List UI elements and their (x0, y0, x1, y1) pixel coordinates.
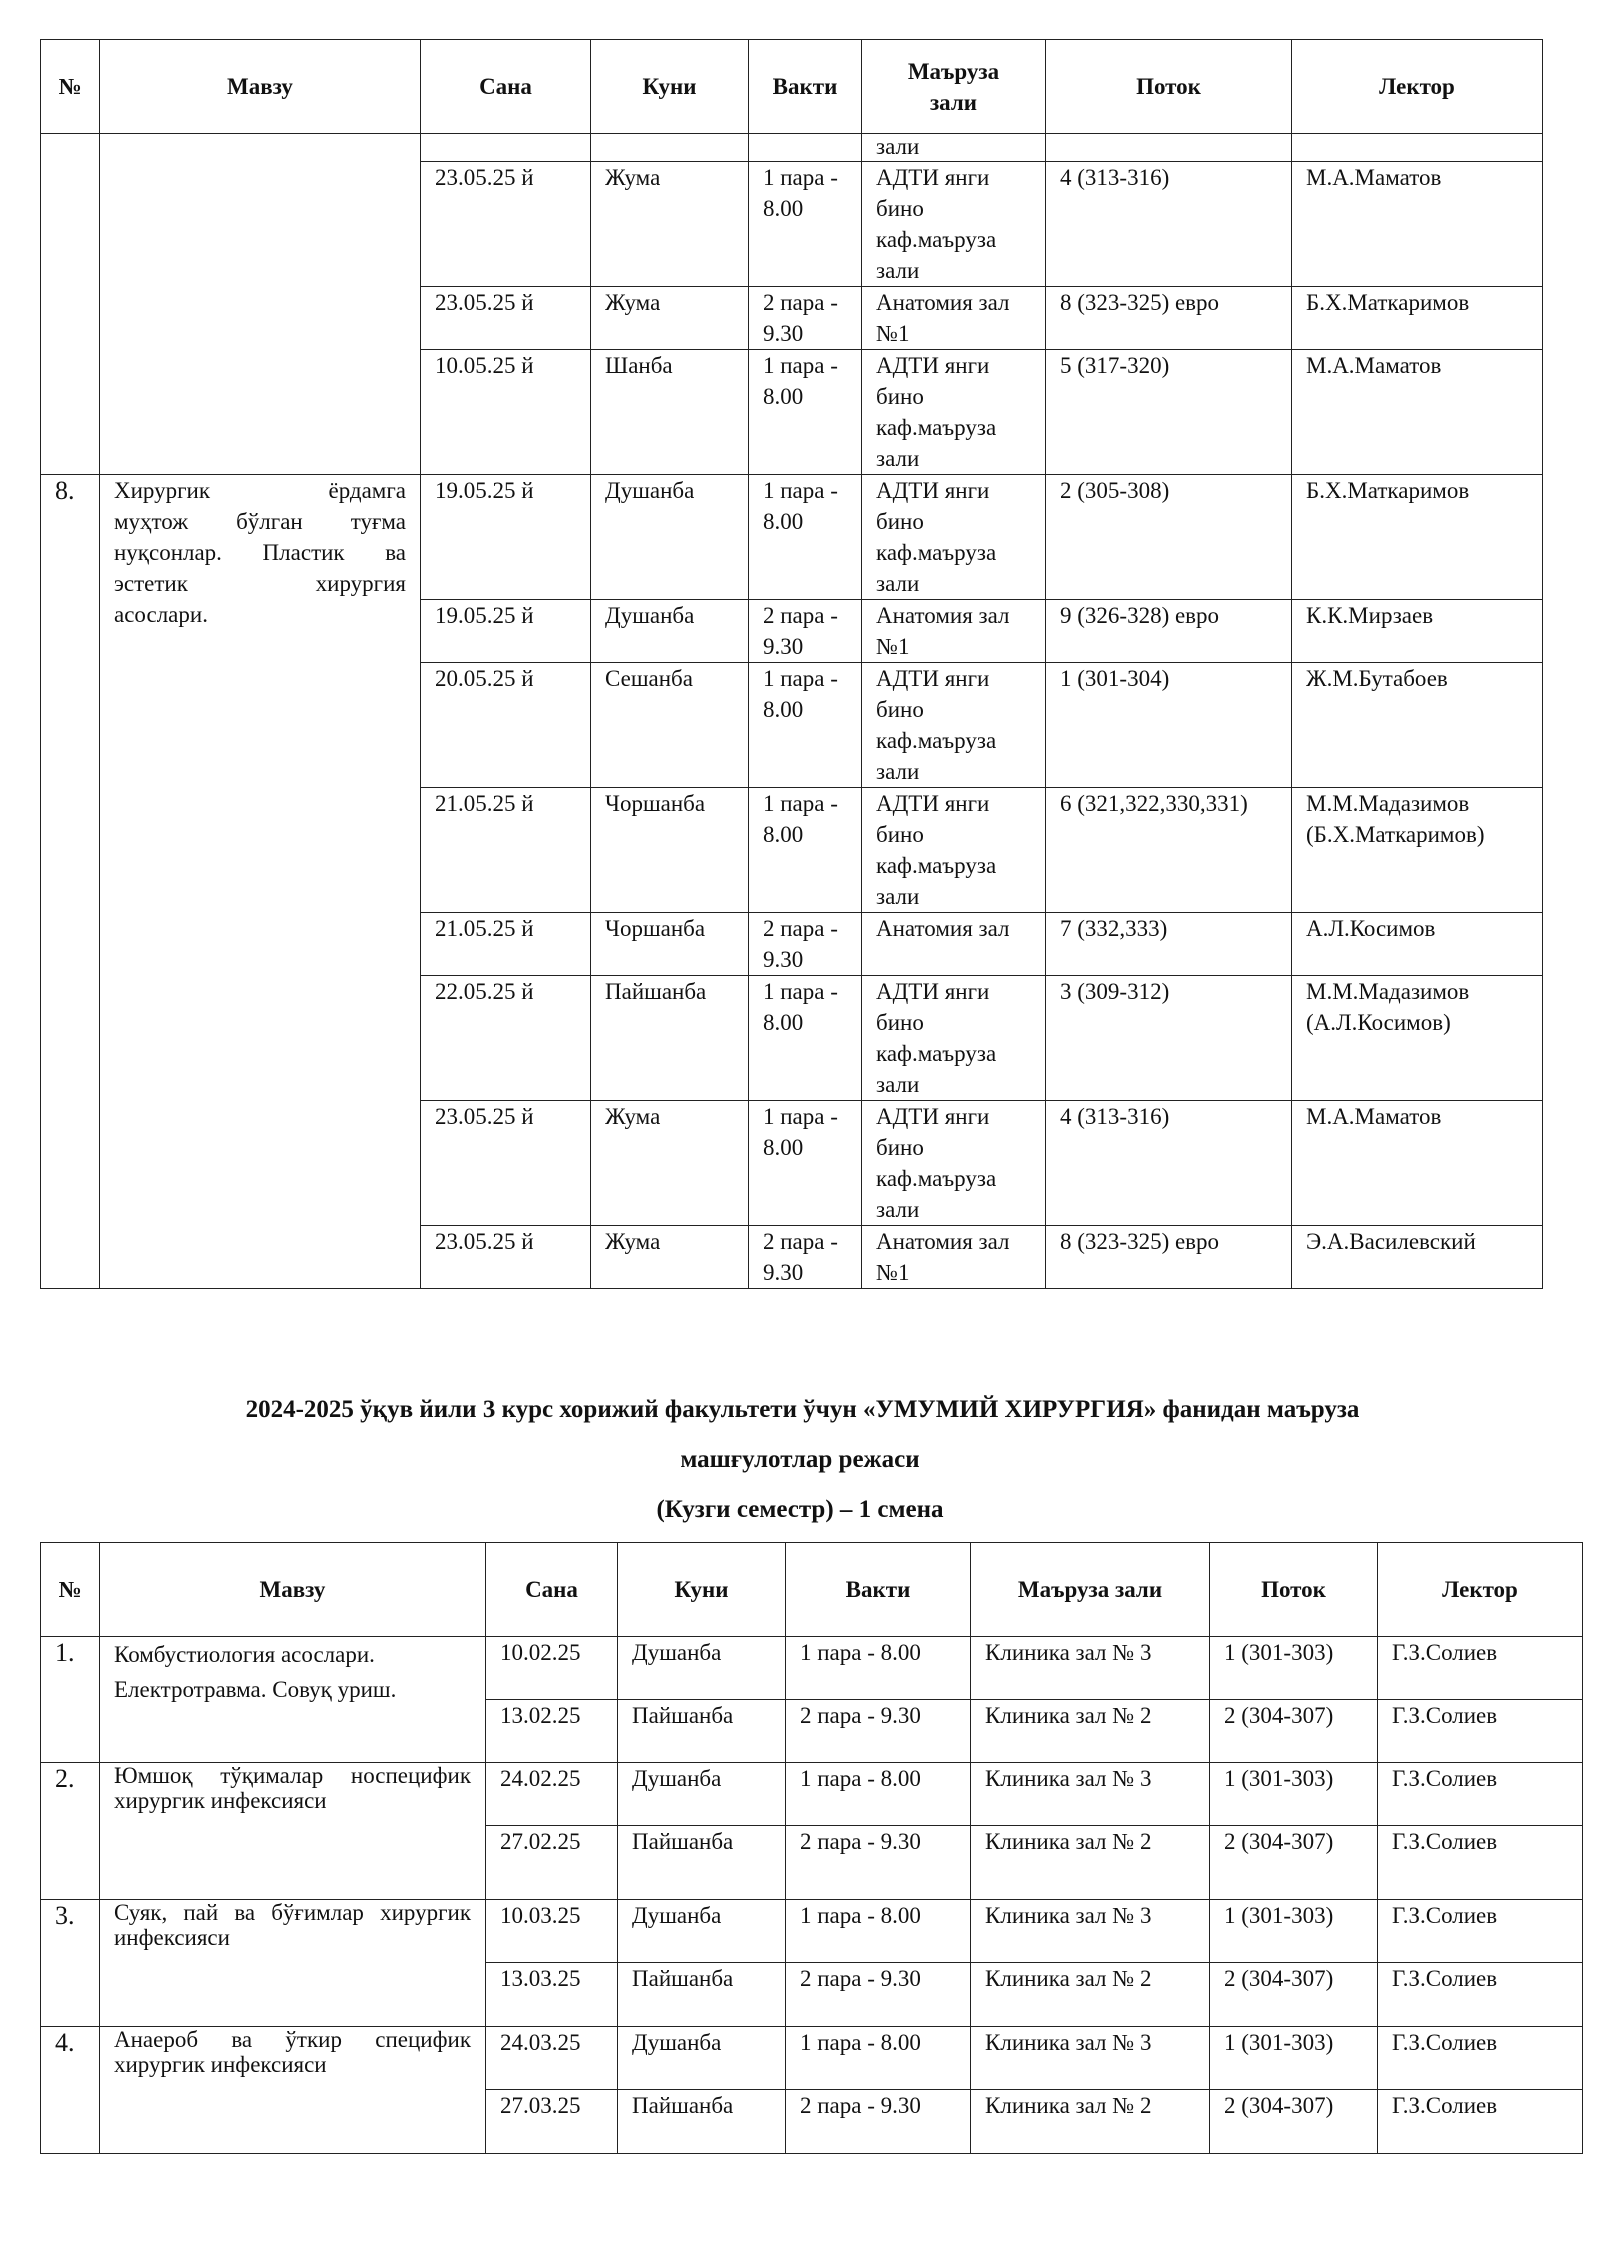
date-cell: 19.05.25 й (421, 475, 591, 600)
day-cell: Пайшанба (618, 1963, 786, 2027)
stream-cell: 2 (304-307) (1210, 1700, 1378, 1763)
day-cell: Шанба (591, 350, 749, 475)
stream-cell: 1 (301-303) (1210, 1900, 1378, 1963)
plan-title-line-1: 2024-2025 ўқув йили 3 курс хорижий факультети ўчун «УМУМИЙ ХИРУРГИЯ» фанидан маъруза (245, 1396, 1360, 1423)
time-cell: 1 пара - 8.00 (749, 976, 862, 1101)
hall-cell: Анатомия зал №1 (862, 600, 1046, 663)
header-row (41, 1543, 1583, 1637)
header-number: № (41, 1543, 100, 1637)
stream-cell: 9 (326-328) евро (1046, 600, 1292, 663)
time-cell: 2 пара - 9.30 (749, 287, 862, 350)
lecturer-cell: Г.З.Солиев (1378, 1637, 1583, 1700)
hall-cell: АДТИ янги бино каф.маъруза зали (862, 1101, 1046, 1226)
topic-cell (100, 475, 421, 1289)
date-cell: 20.05.25 й (421, 663, 591, 788)
lecturer-cell: Г.З.Солиев (1378, 2090, 1583, 2154)
date-cell: 24.02.25 (486, 1763, 618, 1826)
day-cell: Сешанба (591, 663, 749, 788)
time-cell: 1 пара - 8.00 (749, 788, 862, 913)
hall-cell: Клиника зал № 3 (971, 2027, 1210, 2090)
topic-cell (100, 134, 421, 475)
header-day: Куни (591, 40, 749, 134)
time-cell: 2 пара - 9.30 (786, 2090, 971, 2154)
topic-cell: Суяк, пай ва бўғимлар хирургик инфексияси (100, 1900, 486, 2027)
date-cell: 21.05.25 й (421, 788, 591, 913)
topic-number: 4. (41, 2027, 100, 2154)
lecturer-cell: Э.А.Василевский (1292, 1226, 1543, 1289)
hall-cell: Клиника зал № 3 (971, 1900, 1210, 1963)
stream-cell: 1 (301-303) (1210, 1763, 1378, 1826)
time-cell: 1 пара - 8.00 (786, 1637, 971, 1700)
table-row (41, 1763, 1583, 1826)
day-cell: Душанба (618, 1763, 786, 1826)
time-cell: 1 пара - 8.00 (749, 162, 862, 287)
header-date: Сана (486, 1543, 618, 1637)
topic-number: 8. (41, 475, 100, 1289)
header-lecturer: Лектор (1378, 1543, 1583, 1637)
hall-cell: Клиника зал № 3 (971, 1763, 1210, 1826)
topic-number: 1. (41, 1637, 100, 1763)
table-row (41, 134, 1543, 162)
stream-cell: 2 (304-307) (1210, 1826, 1378, 1900)
hall-cell: Клиника зал № 2 (971, 1700, 1210, 1763)
time-cell: 2 пара - 9.30 (786, 1700, 971, 1763)
hall-cell: Клиника зал № 2 (971, 2090, 1210, 2154)
date-cell: 27.02.25 (486, 1826, 618, 1900)
plan-title (0, 1385, 1600, 1535)
day-cell: Пайшанба (591, 976, 749, 1101)
stream-cell: 6 (321,322,330,331) (1046, 788, 1292, 913)
number-cell (41, 134, 100, 475)
topic-number: 2. (41, 1763, 100, 1900)
time-cell: 1 пара - 8.00 (749, 475, 862, 600)
stream-cell: 4 (313-316) (1046, 1101, 1292, 1226)
table-row (41, 1900, 1583, 1963)
lecturer-cell: Ж.М.Бутабоев (1292, 663, 1543, 788)
date-cell: 10.02.25 (486, 1637, 618, 1700)
stream-cell: 4 (313-316) (1046, 162, 1292, 287)
header-time: Вакти (786, 1543, 971, 1637)
day-cell: Чоршанба (591, 788, 749, 913)
stream-cell: 2 (305-308) (1046, 475, 1292, 600)
topic-line: нуқсонлар. Пластик ва (114, 540, 406, 565)
stream-cell: 5 (317-320) (1046, 350, 1292, 475)
time-cell: 1 пара - 8.00 (749, 350, 862, 475)
date-cell: 13.02.25 (486, 1700, 618, 1763)
hall-cell: Клиника зал № 3 (971, 1637, 1210, 1700)
time-cell: 2 пара - 9.30 (749, 600, 862, 663)
lecturer-cell: Г.З.Солиев (1378, 1900, 1583, 1963)
date-cell: 23.05.25 й (421, 1101, 591, 1226)
hall-cell: АДТИ янги бино каф.маъруза зали (862, 663, 1046, 788)
date-cell: 23.05.25 й (421, 162, 591, 287)
topic-line: эстетик хирургия (114, 571, 406, 596)
lecturer-cell: Г.З.Солиев (1378, 1763, 1583, 1826)
stream-cell: 8 (323-325) евро (1046, 1226, 1292, 1289)
schedule-table-top (40, 39, 1543, 1289)
topic-cell: Юмшоқ тўқималар носпецифик хирургик инфексияси (100, 1763, 486, 1900)
day-cell: Жума (591, 1101, 749, 1226)
date-cell: 23.05.25 й (421, 287, 591, 350)
stream-cell: 1 (301-303) (1210, 2027, 1378, 2090)
plan-title-line-2: машғулотлар режаси (680, 1446, 920, 1473)
lecturer-cell: М.М.Мадазимов (Б.Х.Маткаримов) (1292, 788, 1543, 913)
day-cell: Пайшанба (618, 1826, 786, 1900)
date-cell (421, 134, 591, 162)
stream-cell (1046, 134, 1292, 162)
topic-cell: Комбустиология асослари. Електротравма. Совуқ уриш. (100, 1637, 486, 1763)
lecturer-cell: Б.Х.Маткаримов (1292, 287, 1543, 350)
stream-cell: 1 (301-304) (1046, 663, 1292, 788)
plan-title-line-3: (Кузги семестр) – 1 смена (656, 1496, 944, 1523)
day-cell: Пайшанба (618, 1700, 786, 1763)
day-cell (591, 134, 749, 162)
hall-cell: Клиника зал № 2 (971, 1963, 1210, 2027)
lecturer-cell (1292, 134, 1543, 162)
day-cell: Душанба (618, 1900, 786, 1963)
date-cell: 19.05.25 й (421, 600, 591, 663)
header-topic: Мавзу (100, 40, 421, 134)
time-cell: 1 пара - 8.00 (786, 2027, 971, 2090)
stream-cell: 1 (301-303) (1210, 1637, 1378, 1700)
date-cell: 24.03.25 (486, 2027, 618, 2090)
day-cell: Пайшанба (618, 2090, 786, 2154)
date-cell: 22.05.25 й (421, 976, 591, 1101)
day-cell: Душанба (618, 1637, 786, 1700)
time-cell: 2 пара - 9.30 (749, 1226, 862, 1289)
date-cell: 21.05.25 й (421, 913, 591, 976)
lecturer-cell: Г.З.Солиев (1378, 2027, 1583, 2090)
date-cell: 27.03.25 (486, 2090, 618, 2154)
header-stream: Поток (1210, 1543, 1378, 1637)
stream-cell: 2 (304-307) (1210, 2090, 1378, 2154)
lecturer-cell: К.К.Мирзаев (1292, 600, 1543, 663)
header-row (41, 40, 1543, 134)
time-cell: 2 пара - 9.30 (786, 1826, 971, 1900)
hall-cell: зали (862, 134, 1046, 162)
header-number: № (41, 40, 100, 134)
lecturer-cell: М.М.Мадазимов (А.Л.Косимов) (1292, 976, 1543, 1101)
day-cell: Чоршанба (591, 913, 749, 976)
hall-cell: Анатомия зал №1 (862, 1226, 1046, 1289)
topic-line: асослари. (114, 602, 208, 627)
header-stream: Поток (1046, 40, 1292, 134)
time-cell: 2 пара - 9.30 (749, 913, 862, 976)
day-cell: Душанба (618, 2027, 786, 2090)
lecturer-cell: Г.З.Солиев (1378, 1826, 1583, 1900)
topic-line: муҳтож бўлган туғма (114, 509, 406, 534)
header-day: Куни (618, 1543, 786, 1637)
day-cell: Душанба (591, 600, 749, 663)
time-cell: 1 пара - 8.00 (749, 663, 862, 788)
header-time: Вакти (749, 40, 862, 134)
header-lecturer: Лектор (1292, 40, 1543, 134)
time-cell: 1 пара - 8.00 (749, 1101, 862, 1226)
stream-cell: 7 (332,333) (1046, 913, 1292, 976)
stream-cell: 3 (309-312) (1046, 976, 1292, 1101)
topic-number: 3. (41, 1900, 100, 2027)
topic-line: Хирургик ёрдамга (114, 478, 406, 503)
topic-cell: Анаероб ва ўткир специфик хирургик инфексияси (100, 2027, 486, 2154)
hall-cell: Анатомия зал (862, 913, 1046, 976)
day-cell: Жума (591, 287, 749, 350)
header-hall: Маъруза зали (971, 1543, 1210, 1637)
hall-cell: АДТИ янги бино каф.маъруза зали (862, 788, 1046, 913)
day-cell: Жума (591, 162, 749, 287)
stream-cell: 2 (304-307) (1210, 1963, 1378, 2027)
lecturer-cell: Г.З.Солиев (1378, 1963, 1583, 2027)
date-cell: 10.03.25 (486, 1900, 618, 1963)
lecturer-cell: М.А.Маматов (1292, 350, 1543, 475)
table-row (41, 475, 1543, 600)
hall-cell: АДТИ янги бино каф.маъруза зали (862, 350, 1046, 475)
date-cell: 23.05.25 й (421, 1226, 591, 1289)
day-cell: Жума (591, 1226, 749, 1289)
time-cell (749, 134, 862, 162)
hall-cell: АДТИ янги бино каф.маъруза зали (862, 162, 1046, 287)
table-row (41, 1637, 1583, 1700)
hall-cell: Анатомия зал №1 (862, 287, 1046, 350)
lecturer-cell: А.Л.Косимов (1292, 913, 1543, 976)
hall-cell: АДТИ янги бино каф.маъруза зали (862, 976, 1046, 1101)
lecturer-cell: Г.З.Солиев (1378, 1700, 1583, 1763)
header-hall: Маъруза зали (862, 40, 1046, 134)
date-cell: 10.05.25 й (421, 350, 591, 475)
hall-cell: Клиника зал № 2 (971, 1826, 1210, 1900)
hall-cell: АДТИ янги бино каф.маъруза зали (862, 475, 1046, 600)
date-cell: 13.03.25 (486, 1963, 618, 2027)
stream-cell: 8 (323-325) евро (1046, 287, 1292, 350)
time-cell: 1 пара - 8.00 (786, 1763, 971, 1826)
lecturer-cell: М.А.Маматов (1292, 1101, 1543, 1226)
schedule-table-bottom (40, 1542, 1583, 2154)
header-topic: Мавзу (100, 1543, 486, 1637)
lecturer-cell: М.А.Маматов (1292, 162, 1543, 287)
table-row (41, 2027, 1583, 2090)
time-cell: 2 пара - 9.30 (786, 1963, 971, 2027)
lecturer-cell: Б.Х.Маткаримов (1292, 475, 1543, 600)
day-cell: Душанба (591, 475, 749, 600)
time-cell: 1 пара - 8.00 (786, 1900, 971, 1963)
header-date: Сана (421, 40, 591, 134)
